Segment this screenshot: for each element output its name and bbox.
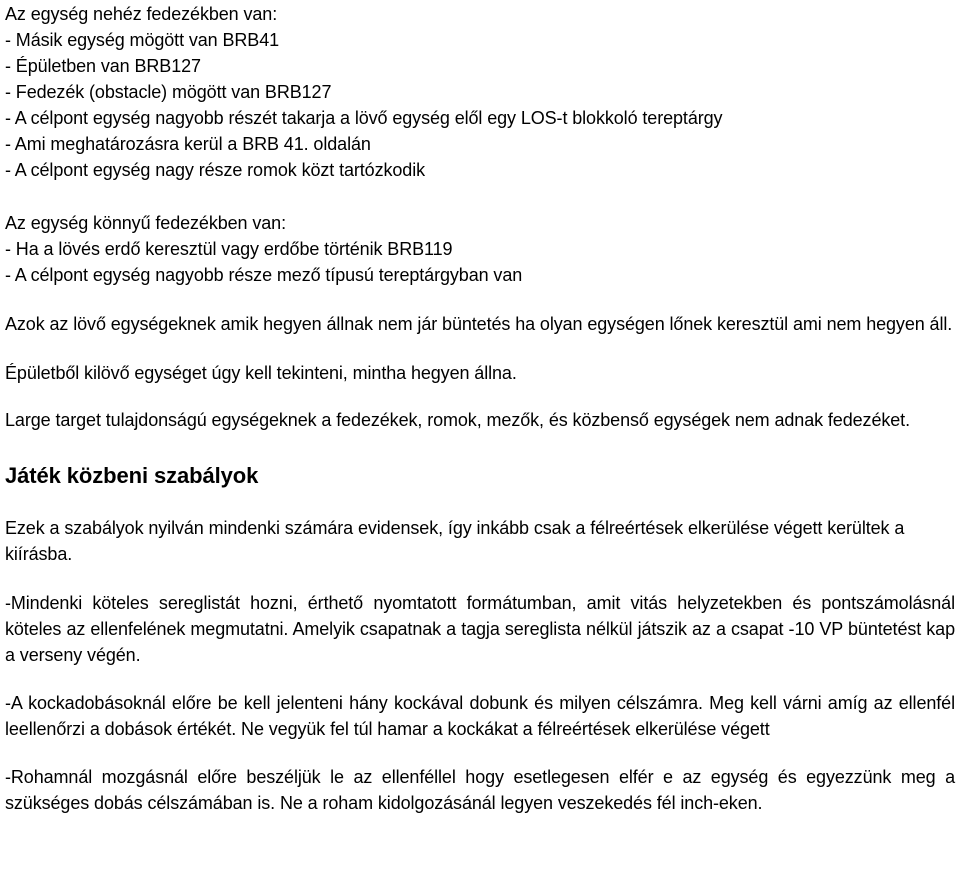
rule-paragraph: -Mindenki köteles sereglistát hozni, érthető nyomtatott formátumban, amit vitás helyzetekben és pontszámolásnál köteles az ellenfelének megmutatni. Amelyik csapatnak a tagja sereglista nélkül játszik az a csapat -10 VP büntetést kap a verseny végén. xyxy=(5,593,955,665)
heavy-cover-item: - A célpont egység nagyobb részét takarja a lövő egység elől egy LOS-t blokkoló tereptárgy xyxy=(5,108,723,128)
heavy-cover-item: - Másik egység mögött van BRB41 xyxy=(5,30,280,50)
large-target-paragraph: Large target tulajdonságú egységeknek a fedezékek, romok, mezők, és közbenső egységek nem adnak fedezéket. xyxy=(5,410,910,430)
heavy-cover-item: - Fedezék (obstacle) mögött van BRB127 xyxy=(5,82,332,102)
light-cover-intro: Az egység könnyű fedezékben van: xyxy=(5,213,286,233)
heavy-cover-item: - Ami meghatározásra kerül a BRB 41. oldalán xyxy=(5,134,371,154)
light-cover-item: - A célpont egység nagyobb része mező típusú tereptárgyban van xyxy=(5,265,523,285)
heavy-cover-item: - Épületben van BRB127 xyxy=(5,56,201,76)
heavy-cover-section xyxy=(5,0,955,183)
section-heading: Játék közbeni szabályok xyxy=(5,463,259,488)
light-cover-section xyxy=(5,210,955,288)
hill-paragraph: Azok az lövő egységeknek amik hegyen állnak nem jár büntetés ha olyan egységen lőnek keresztül ami nem hegyen áll. xyxy=(5,314,953,334)
section-intro-paragraph: Ezek a szabályok nyilván mindenki számára evidensek, így inkább csak a félreértések elkerülése végett kerültek a kiírásba. xyxy=(5,518,905,564)
document-page xyxy=(5,0,955,816)
heavy-cover-intro: Az egység nehéz fedezékben van: xyxy=(5,4,278,24)
rule-paragraph: -A kockadobásoknál előre be kell jelenteni hány kockával dobunk és milyen célszámra. Meg kell várni amíg az ellenfél leellenőrzi a dobások értékét. Ne vegyük fel túl hamar a kockákat a félreértések elkerülése végett xyxy=(5,693,955,739)
building-paragraph: Épületből kilövő egységet úgy kell tekinteni, mintha hegyen állna. xyxy=(5,363,517,383)
rule-paragraph: -Rohamnál mozgásnál előre beszéljük le az ellenféllel hogy esetlegesen elfér e az egység és egyezzünk meg a szükséges dobás célszámában is. Ne a roham kidolgozásánál legyen veszekedés fél inch-eken. xyxy=(5,767,955,813)
heavy-cover-item: - A célpont egység nagy része romok közt tartózkodik xyxy=(5,160,426,180)
light-cover-item: - Ha a lövés erdő keresztül vagy erdőbe történik BRB119 xyxy=(5,239,453,259)
